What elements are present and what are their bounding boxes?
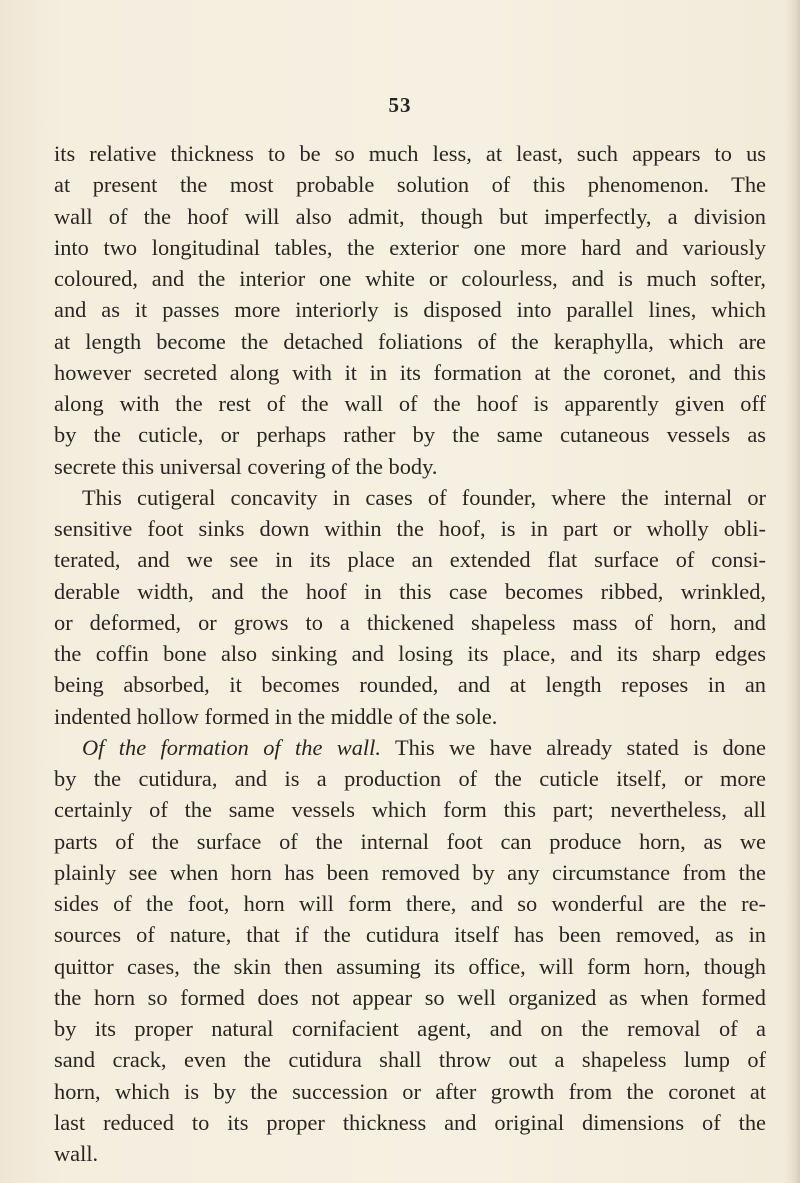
text-line: parts of the surface of the internal foot can produce horn, as we — [54, 828, 766, 854]
text-line: and as it passes more interiorly is disposed into parallel lines, which — [54, 297, 766, 323]
page-edge-shadow — [786, 0, 800, 1183]
text-line: however secreted along with it in its formation at the coronet, and this — [54, 359, 766, 385]
page-number: 53 — [388, 93, 412, 117]
text-line: quittor cases, the skin then assuming its office, will form horn, though — [54, 953, 766, 979]
text-line: This cutigeral concavity in cases of founder, where the internal or — [82, 484, 766, 510]
text-line: along with the rest of the wall of the hoof is apparently given off — [54, 391, 766, 416]
text-line: secrete this universal covering of the body. — [54, 453, 438, 479]
text-line: sensitive foot sinks down within the hoof, is in part or wholly obli- — [54, 516, 766, 541]
text-line: its relative thickness to be so much less, at least, such appears to us — [54, 141, 766, 166]
text-line: last reduced to its proper thickness and original dimensions of the — [54, 1109, 766, 1135]
text-line: the horn so formed does not appear so well organized as when formed — [54, 984, 766, 1010]
text-line: being absorbed, it becomes rounded, and at length reposes in an — [54, 672, 766, 698]
text-line: derable width, and the hoof in this case becomes ribbed, wrinkled, — [54, 578, 766, 604]
text-line: certainly of the same vessels which form this part; nevertheless, all — [54, 797, 766, 823]
section-heading: Of the formation of the wall. — [82, 734, 381, 760]
text-line: horn, which is by the succession or after growth from the coronet at — [54, 1078, 766, 1104]
text-line: at length become the detached foliations of the keraphylla, which are — [54, 328, 766, 354]
body-text — [54, 138, 766, 1169]
text-line: into two longitudinal tables, the exterior one more hard and variously — [54, 234, 766, 260]
text-line: by its proper natural cornifacient agent, and on the removal of a — [54, 1016, 766, 1041]
text-line: indented hollow formed in the middle of the sole. — [54, 703, 498, 729]
text-line: wall. — [54, 1141, 99, 1166]
text-line: by the cuticle, or perhaps rather by the same cutaneous vessels as — [54, 422, 766, 448]
text-line: wall of the hoof will also admit, though but imperfectly, a division — [54, 203, 766, 229]
text-line: by the cutidura, and is a production of the cuticle itself, or more — [54, 766, 766, 791]
section-first-line — [54, 732, 766, 763]
text-line: sand crack, even the cutidura shall throw out a shapeless lump of — [54, 1047, 766, 1073]
text-line: sides of the foot, horn will form there, and so wonderful are the re- — [54, 891, 766, 916]
text-line: plainly see when horn has been removed by any circumstance from the — [54, 859, 766, 885]
text-line: the coffin bone also sinking and losing its place, and its sharp edges — [54, 641, 766, 666]
text-line: sources of nature, that if the cutidura itself has been removed, as in — [54, 922, 766, 948]
text-line: or deformed, or grows to a thickened shapeless mass of horn, and — [54, 609, 766, 635]
text-line: at present the most probable solution of this phenomenon. The — [54, 172, 766, 198]
section-first-line-text: This we have already stated is done — [394, 734, 766, 760]
text-line: coloured, and the interior one white or colourless, and is much softer, — [54, 266, 766, 291]
text-line: terated, and we see in its place an extended flat surface of consi- — [54, 547, 766, 573]
